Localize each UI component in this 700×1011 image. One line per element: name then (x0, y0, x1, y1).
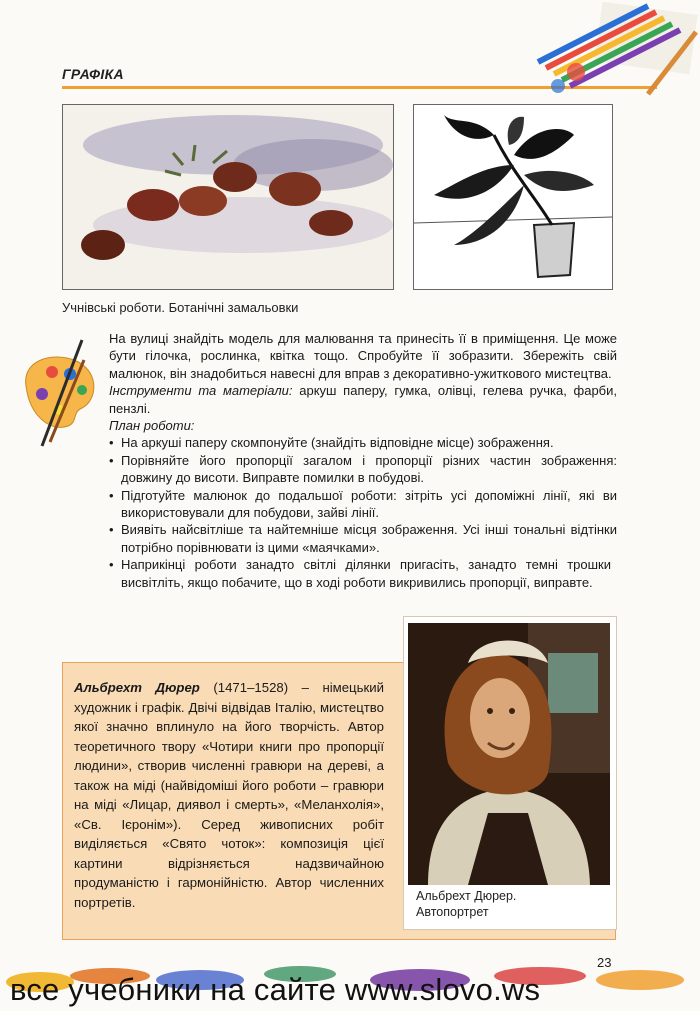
plant-drawing (414, 105, 612, 289)
student-ink-plant-drawing (413, 104, 613, 290)
tools-label: Інструменти та матеріали: (109, 383, 293, 399)
plan-step: • На аркуші паперу скомпонуйте (знайдіть відповідне місце) зображення. (109, 434, 617, 451)
figure-caption: Учнівські роботи. Ботанічні замальовки (62, 300, 299, 315)
durer-self-portrait (408, 623, 610, 885)
artist-name: Альбрехт Дюрер (74, 680, 200, 695)
tools-line (109, 382, 617, 417)
student-watercolor-chestnuts (62, 104, 394, 290)
self-portrait-image (408, 623, 610, 885)
site-watermark-text: все учебники на сайте www.slovo.ws (10, 972, 541, 1007)
plan-step: • Підготуйте малюнок до подальшої роботи: зітріть усі допоміжні лінії, які ви використовували для побудови, зайві лінії. (109, 487, 617, 522)
portrait-caption-line1: Альбрехт Дюрер. (416, 889, 517, 903)
portrait-caption-line2: Автопортрет (416, 905, 489, 919)
plan-label: План роботи: (109, 418, 195, 434)
task-intro: На вулиці знайдіть модель для малювання та принесіть її в приміщення. Це може бути гілочка, рослинка, квітка тощо. Спробуйте її зобразити. Збережіть свій малюнок, він знадобиться навесні для вправ з декоративно-ужиткового мистецтва. (109, 331, 617, 381)
plan-step: • Порівняйте його пропорції загалом і пропорції різних частин зображення: довжину до висоти. Виправте помилки в побудові. (109, 452, 617, 487)
portrait-caption (416, 888, 516, 920)
plan-steps-list (109, 434, 617, 591)
biography-text (74, 678, 384, 912)
section-title: ГРАФІКА (62, 66, 124, 82)
pencils-illustration (528, 2, 698, 98)
chestnuts-painting (63, 105, 393, 289)
plan-step: • Наприкінці роботи занадто світлі ділянки пригасіть, занадто темні трошки висвітліть, якщо побачите, що в ході роботи викривились пропорції, виправте. (109, 556, 611, 591)
page-number: 23 (597, 955, 612, 970)
tools-text: аркуш паперу, гумка, олівці, гелева ручка, фарби, пензлі. (109, 383, 618, 416)
plan-step: • Виявіть найсвітліше та найтемніше місця зображення. Усі інші тональні відтінки потрібно порівнювати із цими «маячками». (109, 521, 617, 556)
task-section (109, 330, 617, 591)
biography-body: (1471–1528) – німецький художник і графік. Двічі відвідав Італію, мистецтво якої значно вплинуло на його творчість. Автор теоретичного твору «Чотири книги про пропорції людини», створив численні гравюри на дереві, а також на міді (найвідоміші його роботи – гравюри на міді «Лицар, диявол і смерть», «Меланхолія», «Св. Ієронім»). Серед живописних робіт виділяється «Свято чоток»: композиція цієї картини відрізняється надзвичайною продуманістю і гармонійністю. Автор численних портретів. (74, 680, 384, 910)
palette-icon (12, 330, 102, 448)
